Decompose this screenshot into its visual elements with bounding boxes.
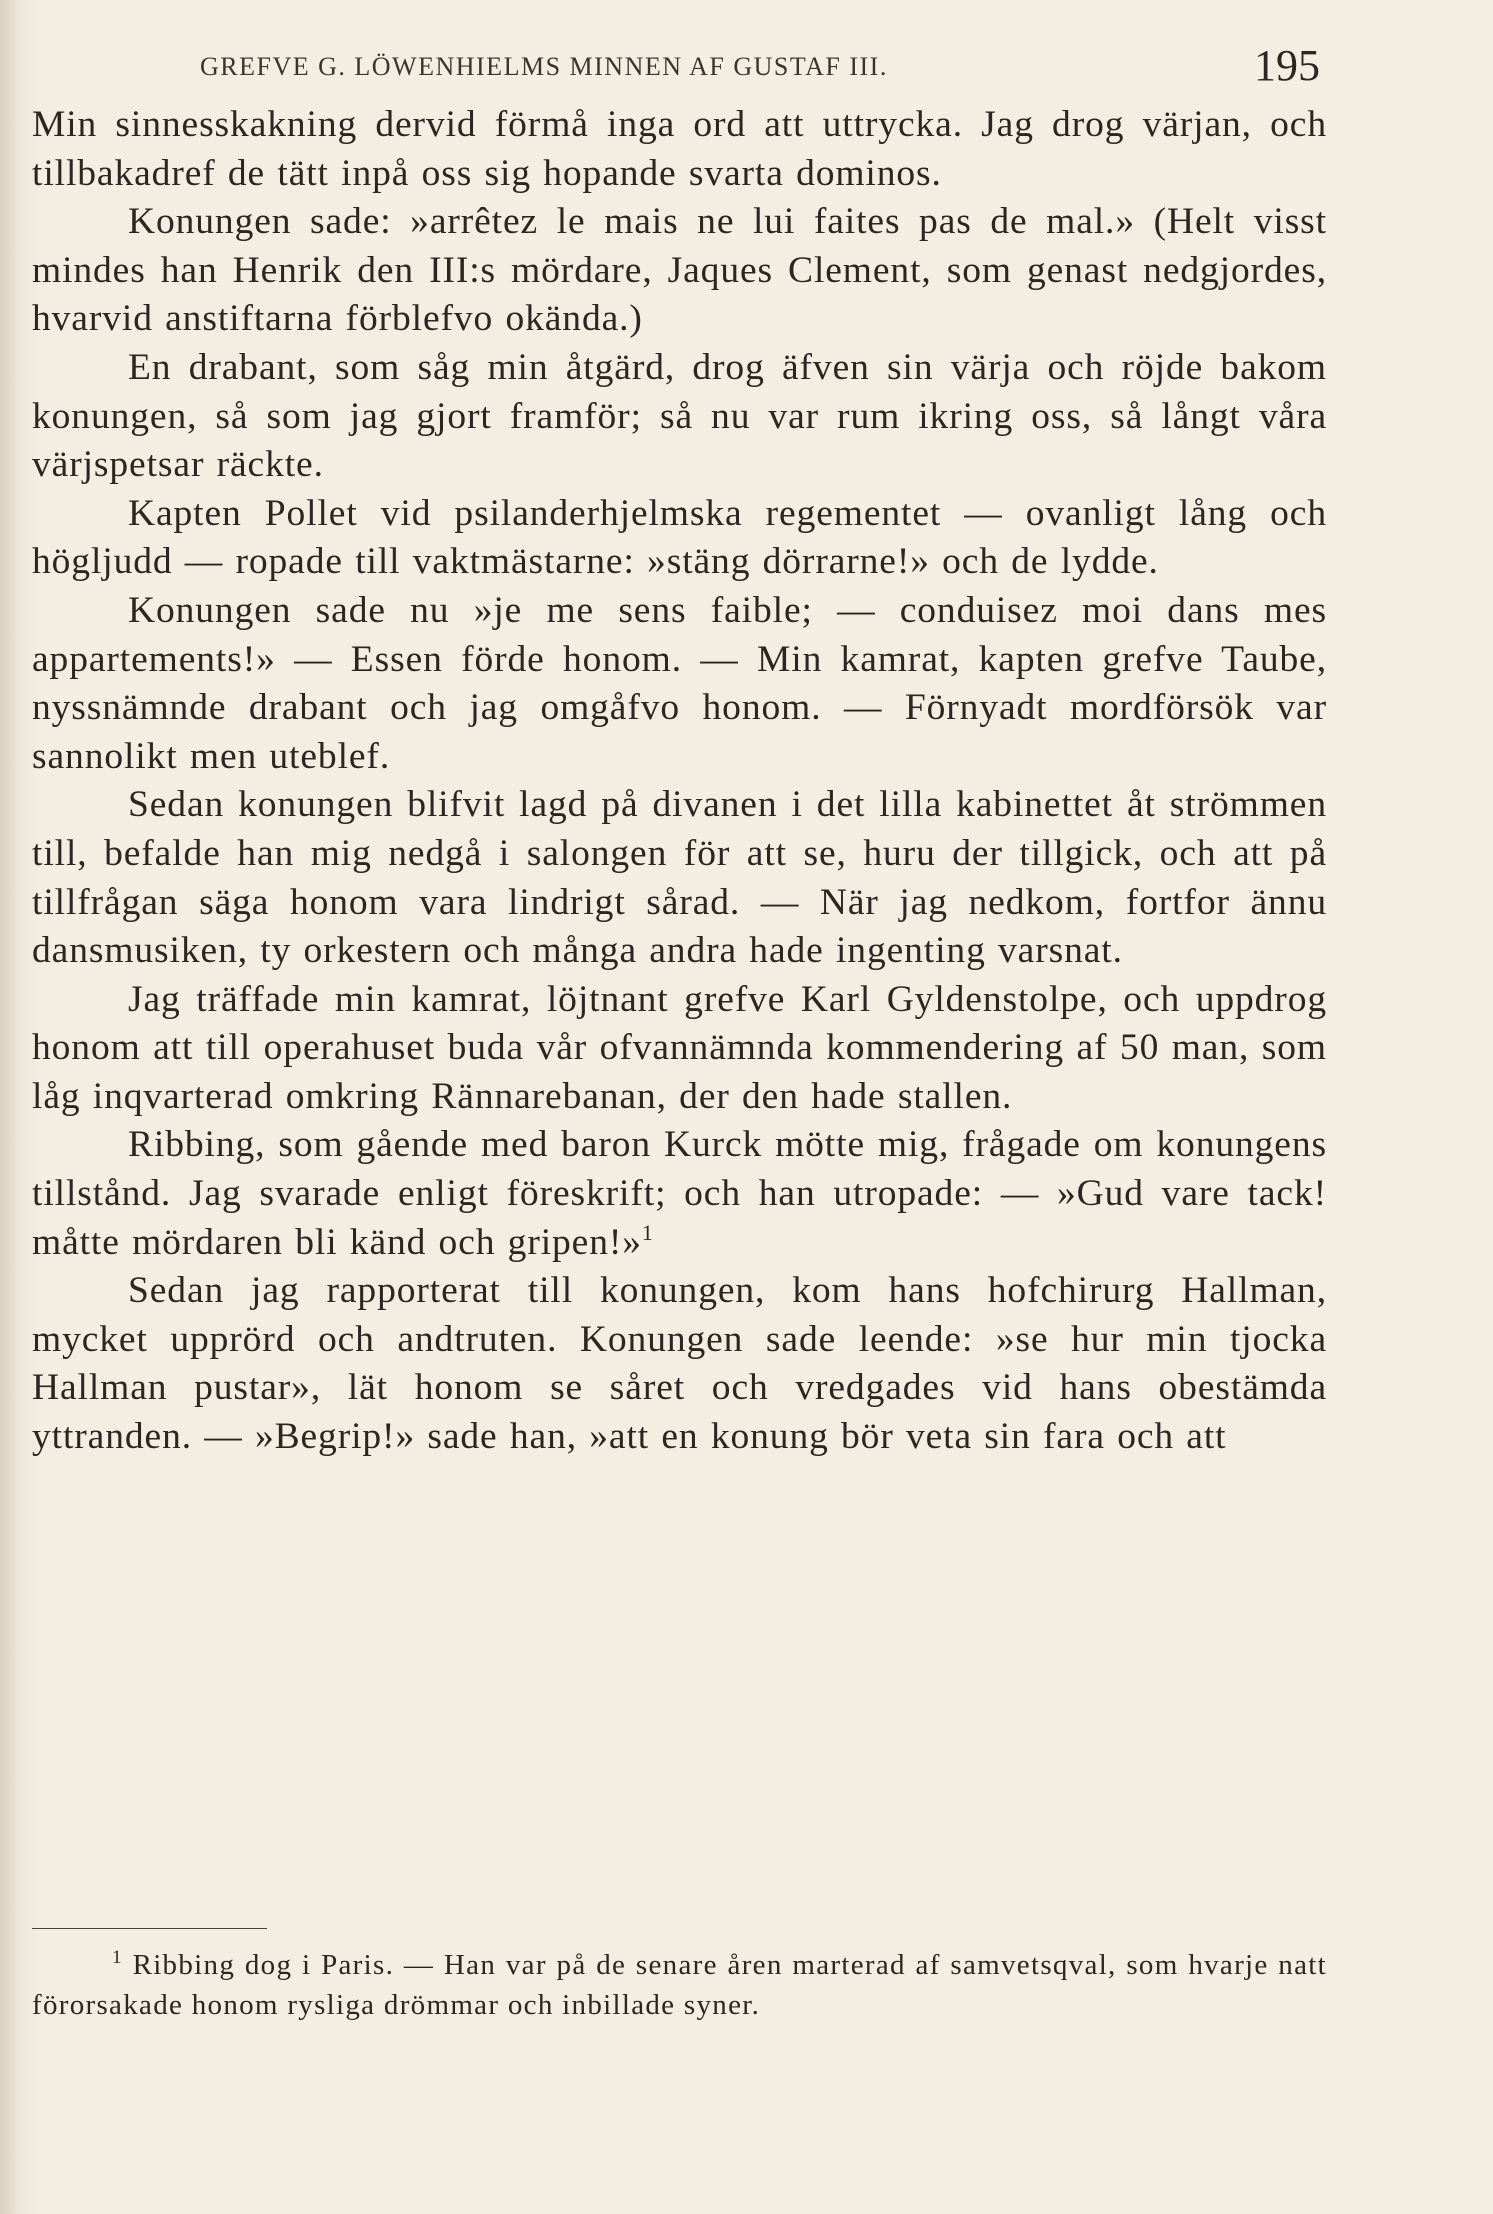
paragraph-2: Konungen sade: »arrêtez le mais ne lui faites pas de mal.» (Helt visst mindes han Henrik den III:s mördare, Jaques Clement, som genast nedgjordes, hvarvid anstiftarna förblefvo okända.) <box>32 201 1327 340</box>
paragraph-5: Konungen sade nu »je me sens faible; — conduisez moi dans mes appartements!» — Essen förde honom. — Min kamrat, kapten grefve Taube, nyssnämnde drabant och jag omgåfvo honom. — Förnyadt mordförsök var sannolikt men uteblef. <box>32 589 1327 777</box>
footnote-text: Ribbing dog i Paris. — Han var på de senare åren marterad af samvetsqval, som hvarje natt förorsakade honom rysliga drömmar och inbillade syner. <box>32 1949 1327 2021</box>
footnote-reference[interactable]: 1 <box>641 1219 654 1245</box>
footnote <box>32 1946 1327 2025</box>
paragraph-8-text: Ribbing, som gående med baron Kurck mötte mig, frågade om konungens tillstånd. Jag svarade enligt föreskrift; och han utropade: — »Gud vare tack! måtte mördaren bli känd och gripen!» <box>32 1124 1327 1263</box>
footnote-divider <box>32 1928 267 1929</box>
paragraph-6: Sedan konungen blifvit lagd på divanen i det lilla kabinettet åt strömmen till, befalde han mig nedgå i salongen för att se, huru der tillgick, och att på tillfrågan säga honom vara lindrigt sårad. — När jag nedkom, fortfor ännu dansmusiken, ty orkestern och många andra hade ingenting varsnat. <box>32 784 1327 972</box>
body-text <box>32 101 1327 1462</box>
paragraph-1: Min sinnesskakning dervid förmå inga ord att uttrycka. Jag drog värjan, och tillbakadref de tätt inpå oss sig hopande svarta dominos. <box>32 104 1327 194</box>
paragraph-4: Kapten Pollet vid psilanderhjelmska regementet — ovanligt lång och högljudd — ropade till vaktmästarne: »stäng dörrarne!» och de lydde. <box>32 492 1327 583</box>
paragraph-7: Jag träffade min kamrat, löjtnant grefve Karl Gyldenstolpe, och uppdrog honom att till operahuset buda vår ofvannämnda kommendering af 50 man, som låg inqvarterad omkring Rännarebanan, der den hade stallen. <box>32 978 1327 1117</box>
paragraph-8 <box>32 1121 1327 1267</box>
paragraph-9: Sedan jag rapporterat till konungen, kom hans hofchirurg Hallman, mycket upprörd och andtruten. Konungen sade leende: »se hur min tjocka Hallman pustar», lät honom se såret och vredgades vid hans obestämda yttranden. — »Begrip!» sade han, »att en konung bör veta sin fara och att <box>32 1270 1327 1458</box>
page-header <box>200 40 1320 100</box>
paragraph-3: En drabant, som såg min åtgärd, drog äfven sin värja och röjde bakom konungen, så som jag gjort framför; så nu var rum ikring oss, så långt våra värjspetsar räckte. <box>32 346 1327 486</box>
footnote-marker: 1 <box>112 1947 123 1968</box>
page-number: 195 <box>1254 41 1320 90</box>
running-head: GREFVE G. LÖWENHIELMS MINNEN AF GUSTAF III. <box>200 52 888 81</box>
